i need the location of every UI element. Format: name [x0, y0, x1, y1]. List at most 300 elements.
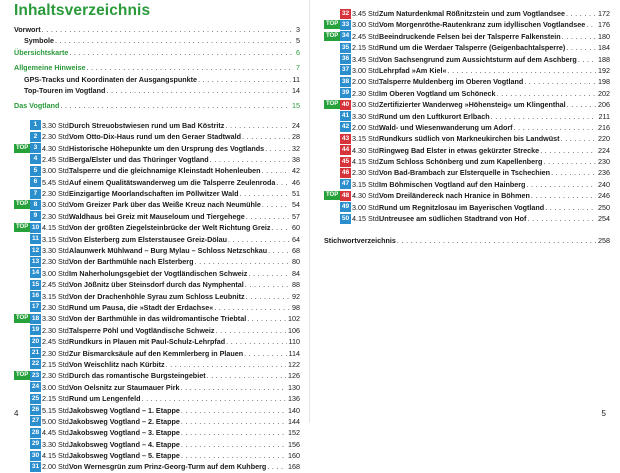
tour-page: 60	[292, 223, 300, 233]
tour-number-badge: 45	[341, 157, 350, 165]
tour-number-badge: 44	[341, 146, 350, 154]
tour-duration: 2.30 Std.	[42, 325, 71, 335]
dot-leader	[225, 120, 290, 131]
tour-duration: 4.15 Std.	[352, 157, 381, 167]
tour-duration: 5.00 Std.	[42, 416, 71, 426]
tour-duration: 2.00 Std.	[352, 77, 381, 87]
dot-leader	[244, 348, 286, 359]
tour-number-badge: 21	[31, 349, 40, 357]
dot-leader	[551, 167, 596, 178]
dot-leader	[181, 416, 286, 427]
tour-title: Ringweg Bad Elster in etwas gekürzter Strecke	[379, 145, 540, 155]
toc-entry-page: 6	[296, 47, 300, 57]
tour-title: Talsperre und die gleichnamige Kleinstadt Hohenleuben	[69, 166, 261, 176]
tour-entry[interactable]	[324, 122, 610, 133]
tour-page: 80	[292, 257, 300, 267]
tour-title: Untreusee am südlichen Stadtrand von Hof	[379, 214, 527, 224]
tour-number-badge: 16	[31, 292, 40, 300]
toc-entry-title: Allgemeine Hinweise	[14, 63, 86, 73]
tour-number-badge: 32	[341, 9, 350, 17]
tour-title: Von Wernesgrün zum Prinz-Georg-Turm auf dem Kuhberg	[69, 462, 267, 472]
tour-duration: 3.15 Std.	[42, 234, 71, 244]
tour-duration: 2.00 Std.	[352, 122, 381, 132]
top-badge: TOP	[16, 144, 29, 151]
tour-entry[interactable]	[324, 65, 610, 76]
tour-number-badge: 11	[30, 234, 41, 244]
tour-number-badge: 43	[341, 134, 350, 142]
dot-leader	[496, 88, 596, 99]
tour-page: 254	[598, 214, 610, 224]
tour-page: 54	[292, 200, 300, 210]
tour-page: 98	[292, 302, 300, 312]
tour-page: 202	[598, 88, 610, 98]
tour-page: 126	[288, 371, 300, 381]
tour-entry[interactable]	[324, 99, 610, 110]
tour-title: Einzigartige Moorlandschaften im Pöllwitzer Wald	[69, 189, 239, 199]
tour-duration: 3.30 Std.	[352, 111, 381, 121]
tour-page: 64	[292, 234, 300, 244]
toc-left	[14, 24, 300, 473]
tour-entry[interactable]	[14, 143, 300, 154]
tour-page: 246	[598, 191, 610, 201]
tour-title: Von Elsterberg zum Elsterstausee Greiz-Dölau	[69, 234, 228, 244]
tour-entry[interactable]	[14, 370, 300, 381]
tour-number-badge: 10	[31, 223, 40, 231]
tour-duration: 3.30 Std.	[42, 120, 71, 130]
tour-entry[interactable]	[324, 213, 610, 224]
dot-leader	[527, 213, 596, 224]
tour-entry[interactable]	[14, 416, 300, 427]
tour-entry[interactable]	[14, 279, 300, 290]
tour-number-badge: 19	[31, 326, 40, 334]
toc-entry-page: 7	[296, 63, 300, 73]
tour-page: 88	[292, 280, 300, 290]
tour-duration: 3.45 Std.	[352, 9, 381, 18]
tour-number-badge: 40	[341, 100, 350, 108]
dot-leader	[55, 35, 294, 46]
tour-title: Jakobsweg Vogtland – 3. Etappe	[69, 428, 180, 438]
tour-page: 46	[292, 177, 300, 187]
tour-number-badge: 42	[341, 123, 350, 131]
tour-duration: 3.45 Std.	[352, 54, 381, 64]
tour-title: Im Oberen Vogtland um Schöneck	[379, 88, 496, 98]
tour-entry[interactable]	[14, 439, 300, 450]
tour-page: 114	[288, 348, 300, 358]
tour-title: Zum Schloss Schönberg und zum Kapellenberg	[379, 157, 543, 167]
tour-number-badge: 39	[341, 89, 350, 97]
tour-number-badge: 8	[30, 200, 41, 210]
tour-page: 57	[292, 211, 300, 221]
tour-entry[interactable]	[324, 145, 610, 156]
tour-title: Jakobsweg Vogtland – 5. Etappe	[69, 451, 180, 461]
tour-entry[interactable]	[14, 336, 300, 347]
tour-title: Lehrpfad »Am Kiel«	[379, 65, 447, 75]
tour-entry[interactable]	[14, 348, 300, 359]
dot-leader	[141, 393, 286, 404]
tour-duration: 2.15 Std.	[42, 394, 71, 404]
tour-duration: 2.45 Std.	[42, 337, 71, 347]
tour-duration: 2.30 Std.	[42, 211, 71, 221]
tour-title: Waldhaus bei Greiz mit Mauseloum und Tiergehege	[69, 211, 245, 221]
dot-leader	[540, 145, 596, 156]
tour-page: 102	[288, 314, 300, 324]
tour-page: 216	[598, 122, 610, 132]
tour-duration: 2.45 Std.	[352, 31, 381, 41]
toc-right	[324, 8, 610, 224]
tour-page: 230	[598, 157, 610, 167]
tour-title: Vom Morgenröthe-Rautenkranz zum idyllischen Vogtlandsee	[379, 20, 586, 30]
tour-number-badge: 30	[31, 451, 40, 459]
toc-entry-title: Übersichtskarte	[14, 47, 69, 57]
tour-entry[interactable]	[14, 313, 300, 324]
tour-number-badge: 50	[341, 214, 350, 222]
tour-page: 160	[288, 451, 300, 461]
dot-leader	[514, 122, 596, 133]
tour-page: 192	[598, 65, 610, 75]
tour-duration: 2.30 Std.	[42, 132, 71, 142]
tour-entry[interactable]	[14, 405, 300, 416]
dot-leader	[181, 405, 286, 416]
tour-page: 236	[598, 168, 610, 178]
toc-entry[interactable]	[14, 85, 300, 96]
tour-title: Beeindruckende Felsen bei der Talsperre Falkenstein	[379, 31, 561, 41]
tour-number-badge: 26	[31, 406, 40, 413]
dot-leader	[448, 65, 597, 76]
tour-page: 28	[292, 132, 300, 142]
dot-leader	[566, 42, 596, 53]
tour-title: Rund um Lengenfeld	[69, 394, 141, 404]
tour-number-badge: 2	[30, 132, 41, 142]
tour-title: Von der größten Ziegelsteinbrücke der Welt Richtung Greiz	[69, 223, 271, 233]
dot-leader	[586, 19, 596, 30]
tour-page: 38	[292, 154, 300, 164]
tour-title: Von Bad-Brambach zur Elsterquelle in Tschechien	[379, 168, 551, 178]
dot-leader	[87, 62, 295, 73]
dot-leader	[245, 279, 290, 290]
toc-entry-title: Das Vogtland	[14, 101, 60, 111]
tour-duration: 3.30 Std.	[42, 314, 71, 324]
tour-page: 84	[292, 268, 300, 278]
tour-entry[interactable]	[324, 19, 610, 30]
page-number-right: 5	[601, 409, 606, 418]
tour-title: Talsperre Muldenberg im Oberen Vogtland	[379, 77, 524, 87]
tour-entry[interactable]	[14, 359, 300, 370]
dot-leader	[181, 450, 286, 461]
tour-duration: 2.15 Std.	[42, 359, 71, 369]
tour-number-badge: 41	[341, 112, 350, 120]
tour-duration: 4.15 Std.	[42, 451, 71, 461]
tour-title: Von der Barthmühle in das wildromantische Triebtal	[69, 314, 247, 324]
tour-entry[interactable]	[14, 165, 300, 176]
dot-leader	[561, 133, 596, 144]
toc-entry-page: 3	[296, 25, 300, 34]
tour-page: 184	[598, 43, 610, 53]
tour-page: 220	[598, 134, 610, 144]
dot-leader	[198, 74, 290, 85]
tour-title: Zertifizierter Wanderweg »Höhensteig« um Klingenthal	[379, 100, 566, 110]
tour-entry[interactable]	[14, 461, 300, 472]
tour-duration: 5.15 Std.	[42, 405, 71, 415]
top-badge: TOP	[326, 192, 339, 199]
tour-number-badge: 36	[341, 55, 350, 63]
tour-entry[interactable]	[324, 31, 610, 42]
tour-entry[interactable]	[14, 131, 300, 142]
dot-leader	[276, 177, 290, 188]
tour-entry[interactable]	[324, 167, 610, 178]
toc-entry-title: Top-Touren im Vogtland	[24, 85, 106, 95]
tour-duration: 3.15 Std.	[352, 134, 381, 144]
right-page	[310, 0, 620, 423]
tour-title: Von der Drachenhöhle Syrau zum Schloss Leubnitz	[69, 291, 245, 301]
tour-page: 140	[288, 405, 300, 415]
tour-title: Rund um Pausa, die »Stadt der Erdachse«	[69, 302, 214, 312]
tour-entry[interactable]	[324, 190, 610, 201]
toc-entry-page: 5	[296, 36, 300, 46]
tour-entry[interactable]	[324, 76, 610, 87]
tour-number-badge: 15	[31, 280, 40, 288]
tour-entry[interactable]	[14, 291, 300, 302]
dot-leader	[397, 235, 596, 246]
tour-duration: 4.30 Std.	[42, 143, 71, 153]
tour-duration: 4.45 Std.	[42, 428, 71, 438]
tour-page: 250	[598, 202, 610, 212]
tour-number-badge: 24	[31, 383, 40, 391]
tour-entry[interactable]	[14, 393, 300, 404]
tour-title: Berga/Elster und das Thüringer Vogtland	[69, 154, 209, 164]
dot-leader	[567, 99, 596, 110]
tour-number-badge: 20	[31, 337, 40, 345]
dot-leader	[265, 143, 290, 154]
tour-duration: 3.30 Std.	[42, 246, 71, 256]
tour-entry[interactable]	[14, 177, 300, 188]
tour-page: 130	[288, 382, 300, 392]
dot-leader	[214, 302, 290, 313]
tour-page: 68	[292, 246, 300, 256]
dot-leader	[194, 256, 290, 267]
tour-page: 42	[292, 166, 300, 176]
tour-title: Im Naherholungsgebiet der Vogtländischen Schweiz	[69, 268, 248, 278]
toc-entry[interactable]	[14, 100, 300, 111]
dot-leader	[207, 370, 286, 381]
tour-title: Von Weischlitz nach Kürbitz	[69, 359, 165, 369]
tour-page: 198	[598, 77, 610, 87]
dot-leader	[42, 24, 294, 35]
tour-entry[interactable]	[324, 179, 610, 190]
top-badge: TOP	[326, 21, 339, 28]
tour-duration: 2.15 Std.	[352, 43, 381, 53]
tour-number-badge: 34	[341, 32, 350, 40]
tour-title: Jakobsweg Vogtland – 4. Etappe	[69, 439, 180, 449]
dot-leader	[578, 54, 596, 65]
tour-entry[interactable]	[324, 202, 610, 213]
dot-leader	[526, 179, 596, 190]
tour-title: Vom Greizer Park über das Weiße Kreuz nach Neumühle	[69, 200, 261, 210]
tour-duration: 3.00 Std.	[352, 100, 381, 110]
tour-duration: 3.30 Std.	[42, 439, 71, 449]
dot-leader	[531, 190, 596, 201]
tour-number-badge: 23	[31, 371, 40, 379]
dot-leader	[242, 131, 290, 142]
tour-duration: 2.30 Std.	[42, 302, 71, 312]
tour-entry[interactable]	[14, 382, 300, 393]
tour-entry[interactable]	[324, 88, 610, 99]
tour-number-badge: 9	[30, 211, 41, 221]
tour-number-badge: 5	[30, 166, 41, 176]
tour-page: 106	[288, 325, 300, 335]
tour-title: Jakobsweg Vogtland – 2. Etappe	[69, 416, 180, 426]
tour-number-badge: 22	[31, 360, 40, 368]
toc-entry[interactable]	[14, 35, 300, 46]
dot-leader	[248, 268, 290, 279]
dot-leader	[271, 222, 290, 233]
tour-page: 122	[288, 359, 300, 369]
tour-number-badge: 47	[341, 180, 350, 188]
tour-entry[interactable]	[14, 188, 300, 199]
dot-leader	[543, 156, 596, 167]
tour-entry[interactable]	[14, 302, 300, 313]
tour-title: Zur Bismarcksäule auf den Kemmlerberg in Plauen	[69, 348, 244, 358]
tour-entry[interactable]	[14, 427, 300, 438]
tour-entry[interactable]	[14, 268, 300, 279]
tour-entry[interactable]	[324, 156, 610, 167]
dot-leader	[181, 439, 286, 450]
tour-number-badge: 7	[30, 189, 41, 199]
tour-number-badge: 17	[31, 303, 40, 311]
tour-page: 211	[598, 111, 610, 121]
tour-page: 224	[598, 145, 610, 155]
tour-entry[interactable]	[324, 8, 610, 19]
tour-entry[interactable]	[324, 111, 610, 122]
tour-title: Vom Dreiländereck nach Hranice in Böhmen	[379, 191, 530, 201]
tour-entry[interactable]	[324, 42, 610, 53]
tour-number-badge: 1	[30, 120, 41, 130]
dot-leader	[491, 111, 597, 122]
tour-entry[interactable]	[14, 154, 300, 165]
tour-title: Durch Streuobstwiesen rund um Bad Köstritz	[69, 120, 225, 130]
tour-title: Rund um die Werdaer Talsperre (Geigenbachtalsperre)	[379, 43, 566, 53]
dot-leader	[247, 313, 286, 324]
page-title: Inhaltsverzeichnis	[14, 2, 151, 19]
tour-duration: 3.00 Std.	[42, 200, 71, 210]
tour-page: 136	[288, 394, 300, 404]
tour-title: Von Jößnitz über Steinsdorf durch das Nymphental	[69, 280, 244, 290]
dot-leader	[524, 76, 596, 87]
tour-title: Vom Otto-Dix-Haus rund um den Geraer Stadtwald	[69, 132, 241, 142]
tour-page: 172	[598, 9, 610, 18]
tour-title: Rundkurs südlich von Markneukirchen bis Landwüst	[379, 134, 560, 144]
toc-entry[interactable]	[14, 47, 300, 58]
top-badge: TOP	[16, 315, 29, 322]
tour-number-badge: 33	[341, 20, 350, 28]
tour-entry[interactable]	[14, 234, 300, 245]
tour-page: 188	[598, 54, 610, 64]
tour-duration: 2.30 Std.	[352, 88, 381, 98]
tour-entry[interactable]	[14, 199, 300, 210]
tour-number-badge: 13	[31, 257, 40, 265]
tour-duration: 3.00 Std.	[42, 166, 71, 176]
tour-title: Rundkurs in Plauen mit Paul-Schulz-Lehrpfad	[69, 337, 226, 347]
dot-leader	[239, 188, 290, 199]
tour-duration: 2.30 Std.	[42, 371, 71, 381]
tour-page: 180	[598, 31, 610, 41]
tour-title: Rund um den Luftkurort Erlbach	[379, 111, 490, 121]
tour-title: Von Sachsengrund zum Aussichtsturm auf dem Aschberg	[379, 54, 577, 64]
dot-leader	[562, 31, 596, 42]
tour-page: 92	[292, 291, 300, 301]
toc-entry[interactable]	[14, 74, 300, 85]
tour-entry[interactable]	[14, 120, 300, 131]
dot-leader	[228, 234, 290, 245]
toc-entry-page: 11	[292, 74, 300, 84]
tour-number-badge: 6	[30, 177, 41, 187]
tour-duration: 2.45 Std.	[42, 154, 71, 164]
toc-entry[interactable]	[14, 24, 300, 35]
tour-page: 176	[598, 20, 610, 30]
tour-page: 110	[288, 337, 300, 347]
dot-leader	[181, 382, 287, 393]
toc-entry-page: 15	[292, 101, 300, 111]
dot-leader	[566, 8, 596, 19]
tour-entry[interactable]	[324, 133, 610, 144]
index-entry[interactable]	[324, 235, 610, 246]
toc-entry-title: GPS-Tracks und Koordinaten der Ausgangspunkte	[24, 74, 198, 84]
tour-title: Durch das romantische Burgsteingebiet	[69, 371, 206, 381]
tour-entry[interactable]	[14, 325, 300, 336]
toc-entry-title: Symbole	[24, 36, 54, 46]
tour-page: 206	[598, 100, 610, 110]
tour-title: Wald- und Wiesenwanderung um Adorf	[379, 122, 513, 132]
tour-title: Auf einem Qualitätswanderweg um die Talsperre Zeulenroda	[69, 177, 276, 187]
tour-duration: 4.15 Std.	[42, 223, 71, 233]
tour-title: Im Böhmischen Vogtland auf den Hainberg	[379, 179, 526, 189]
dot-leader	[545, 202, 596, 213]
tour-duration: 3.00 Std.	[352, 202, 381, 212]
tour-duration: 2.30 Std.	[42, 189, 71, 199]
top-badge: TOP	[16, 372, 29, 379]
tour-number-badge: 18	[31, 314, 40, 322]
tour-number-badge: 27	[31, 417, 40, 425]
tour-entry[interactable]	[14, 256, 300, 267]
tour-entry[interactable]	[14, 450, 300, 461]
index-page: 258	[598, 236, 610, 245]
tour-duration: 2.30 Std.	[42, 348, 71, 358]
toc-entry[interactable]	[14, 62, 300, 73]
top-badge: TOP	[326, 101, 339, 108]
index-entry-wrap	[324, 235, 610, 246]
tour-entry[interactable]	[14, 211, 300, 222]
tour-title: Alaunwerk Mühlwand – Burg Mylau – Schloss Netzschkau	[69, 246, 268, 256]
tour-entry[interactable]	[14, 222, 300, 233]
tour-title: Rund um Regnitzlosau im Bayerischen Vogtland	[379, 202, 545, 212]
tour-page: 240	[598, 179, 610, 189]
tour-duration: 3.00 Std.	[352, 20, 381, 30]
tour-title: Von Oelsnitz zur Staumauer Pirk	[69, 382, 180, 392]
dot-leader	[69, 47, 294, 58]
dot-leader	[166, 359, 286, 370]
tour-number-badge: 49	[341, 203, 350, 211]
tour-title: Zum Naturdenkmal Rößnitzstein und zum Vogtlandsee	[379, 9, 565, 18]
tour-entry[interactable]	[324, 54, 610, 65]
tour-page: 51	[292, 189, 300, 199]
tour-page: 156	[288, 439, 300, 449]
tour-duration: 4.30 Std.	[352, 191, 381, 201]
tour-entry[interactable]	[14, 245, 300, 256]
tour-title: Historische Höhepunkte um den Ursprung des Vogtlands	[69, 143, 265, 153]
tour-duration: 4.15 Std.	[352, 214, 381, 224]
top-badge: TOP	[326, 32, 339, 39]
tour-duration: 3.00 Std.	[42, 382, 71, 392]
tour-page: 144	[288, 416, 300, 426]
